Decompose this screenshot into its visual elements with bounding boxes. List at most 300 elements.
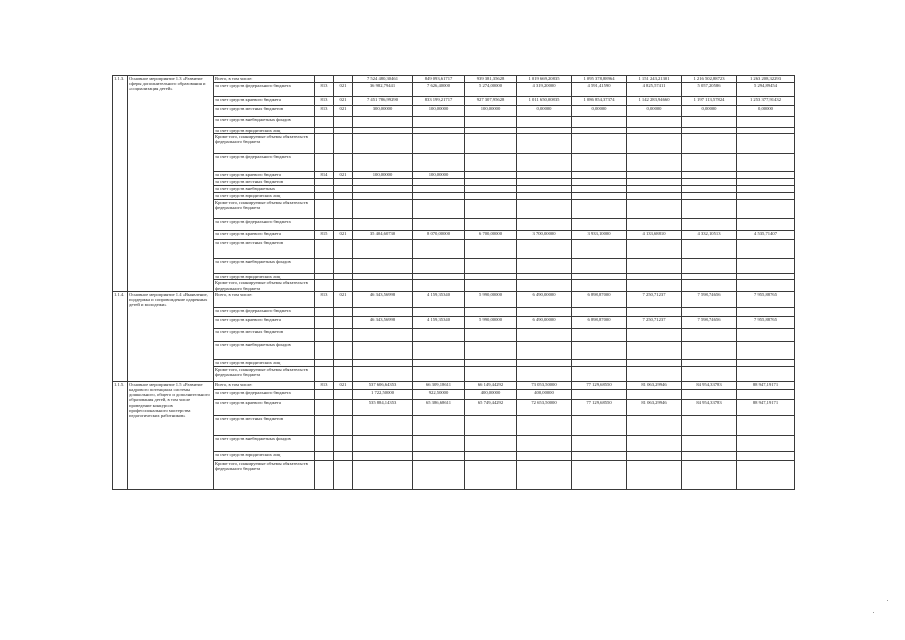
amount-cell bbox=[517, 280, 572, 291]
amount-cell bbox=[627, 328, 682, 341]
table-row bbox=[113, 76, 795, 83]
table-row bbox=[113, 134, 795, 154]
amount-cell: 46 343,56998 bbox=[353, 316, 413, 328]
amount-cell: 100,00000 bbox=[413, 106, 465, 117]
amount-cell: 65 749,44292 bbox=[465, 399, 517, 415]
section-code bbox=[334, 280, 353, 291]
amount-cell bbox=[572, 460, 627, 489]
grbs-code: 813 bbox=[315, 97, 334, 106]
amount-cell: 939 381,35628 bbox=[465, 76, 517, 83]
amount-cell bbox=[627, 280, 682, 291]
grbs-code: 813 bbox=[315, 106, 334, 117]
amount-cell bbox=[465, 240, 517, 259]
amount-cell bbox=[413, 451, 465, 460]
grbs-code: 813 bbox=[315, 381, 334, 389]
amount-cell: 4 159,35340 bbox=[413, 316, 465, 328]
amount-cell: 7 250,71237 bbox=[627, 291, 682, 307]
table-row bbox=[113, 240, 795, 259]
amount-cell: 36 982,79441 bbox=[353, 83, 413, 97]
amount-cell: 73 053,50000 bbox=[517, 381, 572, 389]
amount-cell bbox=[682, 359, 737, 366]
amount-cell bbox=[517, 193, 572, 200]
section-code bbox=[334, 134, 353, 154]
amount-cell bbox=[353, 134, 413, 154]
amount-cell: 66 309,18611 bbox=[413, 381, 465, 389]
grbs-code bbox=[315, 219, 334, 231]
table-row bbox=[113, 280, 795, 291]
amount-cell: 5 057,20586 bbox=[682, 83, 737, 97]
amount-cell bbox=[413, 366, 465, 381]
funding-source: за счет средств местных бюджетов bbox=[214, 106, 315, 117]
amount-cell bbox=[682, 280, 737, 291]
item-number: 1.1.3. bbox=[113, 76, 128, 292]
amount-cell: 8 070,00000 bbox=[413, 231, 465, 240]
amount-cell bbox=[353, 366, 413, 381]
amount-cell bbox=[353, 259, 413, 274]
amount-cell bbox=[517, 341, 572, 359]
amount-cell bbox=[353, 415, 413, 435]
amount-cell: 84 954,33783 bbox=[682, 399, 737, 415]
grbs-code bbox=[315, 460, 334, 489]
amount-cell bbox=[737, 280, 795, 291]
amount-cell bbox=[517, 219, 572, 231]
section-code bbox=[334, 154, 353, 172]
amount-cell bbox=[627, 366, 682, 381]
amount-cell bbox=[572, 219, 627, 231]
amount-cell bbox=[517, 200, 572, 219]
amount-cell bbox=[517, 359, 572, 366]
amount-cell bbox=[353, 460, 413, 489]
amount-cell: 5 294,89454 bbox=[737, 83, 795, 97]
funding-source: за счет средств федерального бюджета bbox=[214, 83, 315, 97]
amount-cell bbox=[465, 193, 517, 200]
amount-cell bbox=[413, 134, 465, 154]
amount-cell bbox=[737, 219, 795, 231]
amount-cell: 35 404,60730 bbox=[353, 231, 413, 240]
amount-cell bbox=[627, 307, 682, 316]
amount-cell bbox=[737, 415, 795, 435]
amount-cell: 6 490,00000 bbox=[517, 291, 572, 307]
amount-cell bbox=[413, 341, 465, 359]
amount-cell bbox=[465, 435, 517, 451]
amount-cell bbox=[572, 307, 627, 316]
amount-cell bbox=[413, 259, 465, 274]
grbs-code bbox=[315, 280, 334, 291]
amount-cell: 927 307,95628 bbox=[465, 97, 517, 106]
section-code: 021 bbox=[334, 83, 353, 97]
activity-title: Основное мероприятие 1.3 «Развитие сферы дополнительного образования и «социализация детей» bbox=[128, 76, 214, 292]
amount-cell bbox=[572, 451, 627, 460]
grbs-code bbox=[315, 179, 334, 186]
amount-cell bbox=[465, 117, 517, 128]
amount-cell bbox=[353, 240, 413, 259]
amount-cell bbox=[465, 366, 517, 381]
amount-cell bbox=[465, 154, 517, 172]
amount-cell bbox=[682, 240, 737, 259]
amount-cell bbox=[737, 172, 795, 179]
amount-cell bbox=[627, 341, 682, 359]
amount-cell bbox=[413, 359, 465, 366]
section-code: 021 bbox=[334, 106, 353, 117]
funding-source: за счет средств внебюджетных bbox=[214, 186, 315, 193]
amount-cell: 100,00000 bbox=[353, 172, 413, 179]
amount-cell: 7 955,88765 bbox=[737, 291, 795, 307]
amount-cell: 7 250,71237 bbox=[627, 316, 682, 328]
amount-cell bbox=[627, 219, 682, 231]
amount-cell bbox=[517, 328, 572, 341]
amount-cell bbox=[572, 117, 627, 128]
table-row bbox=[113, 200, 795, 219]
budget-table bbox=[112, 75, 795, 490]
section-code bbox=[334, 186, 353, 193]
table-row bbox=[113, 83, 795, 97]
amount-cell bbox=[465, 134, 517, 154]
funding-source: за счет средств краевого бюджета bbox=[214, 172, 315, 179]
funding-source: за счет средств внебюджетных фондов bbox=[214, 117, 315, 128]
funding-source: за счет средств местных бюджетов bbox=[214, 240, 315, 259]
amount-cell bbox=[353, 280, 413, 291]
grbs-code bbox=[315, 200, 334, 219]
amount-cell bbox=[413, 179, 465, 186]
amount-cell bbox=[465, 186, 517, 193]
amount-cell bbox=[682, 219, 737, 231]
activity-title: Основное мероприятие 1.4 «Выявление, поддержка и сопровождение одаренных детей и молодежи» bbox=[128, 291, 214, 381]
amount-cell bbox=[465, 307, 517, 316]
item-number: 1.1.5. bbox=[113, 381, 128, 489]
amount-cell bbox=[465, 259, 517, 274]
funding-source: за счет средств федерального бюджета bbox=[214, 154, 315, 172]
amount-cell: 81 063,29946 bbox=[627, 399, 682, 415]
funding-source: за счет средств юридических лиц bbox=[214, 451, 315, 460]
amount-cell bbox=[572, 259, 627, 274]
amount-cell bbox=[465, 280, 517, 291]
section-code bbox=[334, 451, 353, 460]
amount-cell bbox=[627, 435, 682, 451]
section-code bbox=[334, 328, 353, 341]
amount-cell bbox=[413, 328, 465, 341]
amount-cell bbox=[682, 415, 737, 435]
funding-source: за счет средств местных бюджетов bbox=[214, 328, 315, 341]
grbs-code: 813 bbox=[315, 291, 334, 307]
amount-cell bbox=[465, 219, 517, 231]
grbs-code bbox=[315, 359, 334, 366]
amount-cell bbox=[572, 172, 627, 179]
funding-source: за счет средств федерального бюджета bbox=[214, 307, 315, 316]
amount-cell bbox=[465, 172, 517, 179]
amount-cell: 1 011 650,00835 bbox=[517, 97, 572, 106]
amount-cell bbox=[465, 359, 517, 366]
amount-cell bbox=[353, 451, 413, 460]
table-row bbox=[113, 366, 795, 381]
amount-cell bbox=[572, 435, 627, 451]
grbs-code bbox=[315, 186, 334, 193]
activity-title: Основное мероприятие 1.5 «Развитие кадрового потенциала системы дошкольного, общего и дополнительного образования детей, в том числе проведение конкурсов профессионального мастерства педагогических работников» bbox=[128, 381, 214, 489]
amount-cell bbox=[353, 435, 413, 451]
grbs-code bbox=[315, 154, 334, 172]
amount-cell: 0,00000 bbox=[682, 106, 737, 117]
amount-cell bbox=[737, 200, 795, 219]
amount-cell: 1 095 378,88964 bbox=[572, 76, 627, 83]
amount-cell bbox=[572, 341, 627, 359]
amount-cell bbox=[413, 219, 465, 231]
amount-cell: 4 332,10513 bbox=[682, 231, 737, 240]
section-code bbox=[334, 307, 353, 316]
amount-cell: 7 451 786,99290 bbox=[353, 97, 413, 106]
funding-source: Всего, в том числе: bbox=[214, 291, 315, 307]
amount-cell bbox=[737, 134, 795, 154]
table-row bbox=[113, 341, 795, 359]
amount-cell: 4 133,68810 bbox=[627, 231, 682, 240]
grbs-code bbox=[315, 328, 334, 341]
amount-cell: 6 490,00000 bbox=[517, 316, 572, 328]
amount-cell: 66 149,44292 bbox=[465, 381, 517, 389]
grbs-code bbox=[315, 259, 334, 274]
amount-cell bbox=[572, 200, 627, 219]
amount-cell bbox=[737, 435, 795, 451]
section-code: 021 bbox=[334, 381, 353, 389]
amount-cell: 0,00000 bbox=[572, 106, 627, 117]
amount-cell: 0,00000 bbox=[627, 106, 682, 117]
funding-source: Кроме того, планируемые объемы обязательств федерального бюджета bbox=[214, 460, 315, 489]
amount-cell bbox=[627, 193, 682, 200]
amount-cell bbox=[572, 328, 627, 341]
amount-cell: 77 129,68550 bbox=[572, 381, 627, 389]
section-code bbox=[334, 366, 353, 381]
amount-cell: 100,00000 bbox=[413, 172, 465, 179]
amount-cell bbox=[682, 307, 737, 316]
section-code bbox=[334, 179, 353, 186]
amount-cell bbox=[465, 415, 517, 435]
amount-cell bbox=[572, 359, 627, 366]
amount-cell bbox=[413, 460, 465, 489]
amount-cell bbox=[627, 389, 682, 399]
amount-cell bbox=[517, 460, 572, 489]
amount-cell: 1 253 377,91432 bbox=[737, 97, 795, 106]
amount-cell bbox=[413, 117, 465, 128]
amount-cell: 7 524 480,30461 bbox=[353, 76, 413, 83]
amount-cell bbox=[627, 451, 682, 460]
amount-cell: 1 263 208,32293 bbox=[737, 76, 795, 83]
funding-source: за счет средств краевого бюджета bbox=[214, 97, 315, 106]
funding-source: Всего, в том числе: bbox=[214, 381, 315, 389]
amount-cell bbox=[517, 415, 572, 435]
amount-cell bbox=[572, 389, 627, 399]
table-row bbox=[113, 154, 795, 172]
grbs-code bbox=[315, 341, 334, 359]
amount-cell: 849 093,61717 bbox=[413, 76, 465, 83]
amount-cell bbox=[682, 117, 737, 128]
amount-cell bbox=[627, 154, 682, 172]
table-row bbox=[113, 117, 795, 128]
amount-cell bbox=[353, 179, 413, 186]
amount-cell bbox=[737, 193, 795, 200]
amount-cell bbox=[517, 172, 572, 179]
amount-cell bbox=[627, 200, 682, 219]
amount-cell bbox=[517, 186, 572, 193]
funding-source: за счет средств местных бюджетов bbox=[214, 179, 315, 186]
section-code: 021 bbox=[334, 291, 353, 307]
amount-cell bbox=[413, 307, 465, 316]
amount-cell bbox=[413, 186, 465, 193]
amount-cell bbox=[682, 154, 737, 172]
grbs-code bbox=[315, 415, 334, 435]
amount-cell: 1 151 243,21301 bbox=[627, 76, 682, 83]
table-row bbox=[113, 316, 795, 328]
amount-cell bbox=[465, 179, 517, 186]
grbs-code: 814 bbox=[315, 172, 334, 179]
table-row bbox=[113, 307, 795, 316]
amount-cell: 1 216 502,88723 bbox=[682, 76, 737, 83]
amount-cell: 0,00000 bbox=[517, 106, 572, 117]
amount-cell bbox=[353, 359, 413, 366]
amount-cell: 4 535,71407 bbox=[737, 231, 795, 240]
table-row bbox=[113, 291, 795, 307]
amount-cell: 1 722,50000 bbox=[353, 389, 413, 399]
amount-cell bbox=[737, 117, 795, 128]
amount-cell: 46 343,56998 bbox=[353, 291, 413, 307]
amount-cell bbox=[682, 389, 737, 399]
amount-cell bbox=[572, 415, 627, 435]
funding-source: за счет средств краевого бюджета bbox=[214, 399, 315, 415]
amount-cell bbox=[737, 179, 795, 186]
amount-cell bbox=[737, 359, 795, 366]
amount-cell bbox=[517, 179, 572, 186]
funding-source: Кроме того, планируемые объемы обязательств федерального бюджета bbox=[214, 280, 315, 291]
amount-cell: 400,00000 bbox=[517, 389, 572, 399]
amount-cell: 5 990,00000 bbox=[465, 316, 517, 328]
amount-cell bbox=[737, 154, 795, 172]
amount-cell bbox=[737, 460, 795, 489]
amount-cell bbox=[737, 389, 795, 399]
amount-cell bbox=[465, 341, 517, 359]
amount-cell bbox=[465, 451, 517, 460]
section-code bbox=[334, 200, 353, 219]
amount-cell bbox=[682, 259, 737, 274]
grbs-code bbox=[315, 389, 334, 399]
amount-cell bbox=[517, 259, 572, 274]
table-row bbox=[113, 259, 795, 274]
amount-cell bbox=[517, 134, 572, 154]
amount-cell: 4 825,57411 bbox=[627, 83, 682, 97]
section-code bbox=[334, 316, 353, 328]
table-row bbox=[113, 359, 795, 366]
amount-cell bbox=[413, 193, 465, 200]
amount-cell bbox=[627, 186, 682, 193]
amount-cell: 7 626,40000 bbox=[413, 83, 465, 97]
amount-cell: 100,00000 bbox=[465, 106, 517, 117]
section-code bbox=[334, 415, 353, 435]
grbs-code bbox=[315, 193, 334, 200]
amount-cell bbox=[517, 240, 572, 259]
funding-source: за счет средств федерального бюджета bbox=[214, 389, 315, 399]
amount-cell bbox=[737, 328, 795, 341]
amount-cell: 88 947,19171 bbox=[737, 399, 795, 415]
section-code bbox=[334, 399, 353, 415]
table-row bbox=[113, 106, 795, 117]
grbs-code: 815 bbox=[315, 231, 334, 240]
section-code bbox=[334, 460, 353, 489]
amount-cell bbox=[627, 134, 682, 154]
amount-cell bbox=[627, 415, 682, 435]
amount-cell: 6 898,87000 bbox=[572, 291, 627, 307]
section-code bbox=[334, 193, 353, 200]
table-row bbox=[113, 231, 795, 240]
amount-cell bbox=[682, 200, 737, 219]
section-code: 021 bbox=[334, 231, 353, 240]
section-code bbox=[334, 341, 353, 359]
table-row bbox=[113, 219, 795, 231]
amount-cell: 0,00000 bbox=[737, 106, 795, 117]
amount-cell bbox=[682, 341, 737, 359]
grbs-code bbox=[315, 76, 334, 83]
amount-cell: 1 197 113,57824 bbox=[682, 97, 737, 106]
amount-cell bbox=[737, 341, 795, 359]
funding-source: за счет средств юридических лиц bbox=[214, 274, 315, 280]
funding-source: Кроме того, планируемые объемы обязательств федерального бюджета bbox=[214, 134, 315, 154]
amount-cell: 535 884,14353 bbox=[353, 399, 413, 415]
funding-source: Кроме того, планируемые объемы обязательств федерального бюджета bbox=[214, 200, 315, 219]
funding-source: за счет средств юридических лиц bbox=[214, 128, 315, 134]
amount-cell bbox=[682, 186, 737, 193]
amount-cell bbox=[682, 328, 737, 341]
amount-cell: 77 129,68550 bbox=[572, 399, 627, 415]
amount-cell: 4 319,20000 bbox=[517, 83, 572, 97]
amount-cell: 65 386,68611 bbox=[413, 399, 465, 415]
amount-cell: 3 933,10000 bbox=[572, 231, 627, 240]
amount-cell bbox=[517, 307, 572, 316]
funding-source: за счет средств краевого бюджета bbox=[214, 231, 315, 240]
amount-cell: 1 086 854,37374 bbox=[572, 97, 627, 106]
table-row bbox=[113, 451, 795, 460]
amount-cell: 6 898,87000 bbox=[572, 316, 627, 328]
amount-cell: 4 591,41590 bbox=[572, 83, 627, 97]
amount-cell: 4 159,35340 bbox=[413, 291, 465, 307]
scan-speck bbox=[873, 612, 874, 613]
amount-cell: 5 990,00000 bbox=[465, 291, 517, 307]
amount-cell bbox=[572, 154, 627, 172]
amount-cell: 7 598,74656 bbox=[682, 316, 737, 328]
amount-cell bbox=[627, 359, 682, 366]
amount-cell: 6 700,00000 bbox=[465, 231, 517, 240]
amount-cell bbox=[682, 435, 737, 451]
amount-cell bbox=[413, 240, 465, 259]
amount-cell bbox=[627, 460, 682, 489]
table-row bbox=[113, 415, 795, 435]
amount-cell: 922,50000 bbox=[413, 389, 465, 399]
amount-cell bbox=[517, 117, 572, 128]
funding-source: за счет средств федерального бюджета bbox=[214, 219, 315, 231]
amount-cell bbox=[353, 307, 413, 316]
scan-speck bbox=[887, 600, 888, 601]
amount-cell: 81 063,29946 bbox=[627, 381, 682, 389]
amount-cell bbox=[572, 193, 627, 200]
table-row bbox=[113, 172, 795, 179]
amount-cell bbox=[737, 240, 795, 259]
amount-cell bbox=[572, 240, 627, 259]
funding-source: за счет средств внебюджетных фондов bbox=[214, 435, 315, 451]
item-number: 1.1.4. bbox=[113, 291, 128, 381]
grbs-code bbox=[315, 307, 334, 316]
funding-source: за счет средств юридических лиц bbox=[214, 193, 315, 200]
amount-cell bbox=[465, 328, 517, 341]
table-row bbox=[113, 460, 795, 489]
amount-cell: 537 606,64353 bbox=[353, 381, 413, 389]
amount-cell: 72 653,50000 bbox=[517, 399, 572, 415]
grbs-code bbox=[315, 117, 334, 128]
amount-cell bbox=[413, 415, 465, 435]
amount-cell: 7 598,74656 bbox=[682, 291, 737, 307]
funding-source: за счет средств внебюджетных фондов bbox=[214, 259, 315, 274]
